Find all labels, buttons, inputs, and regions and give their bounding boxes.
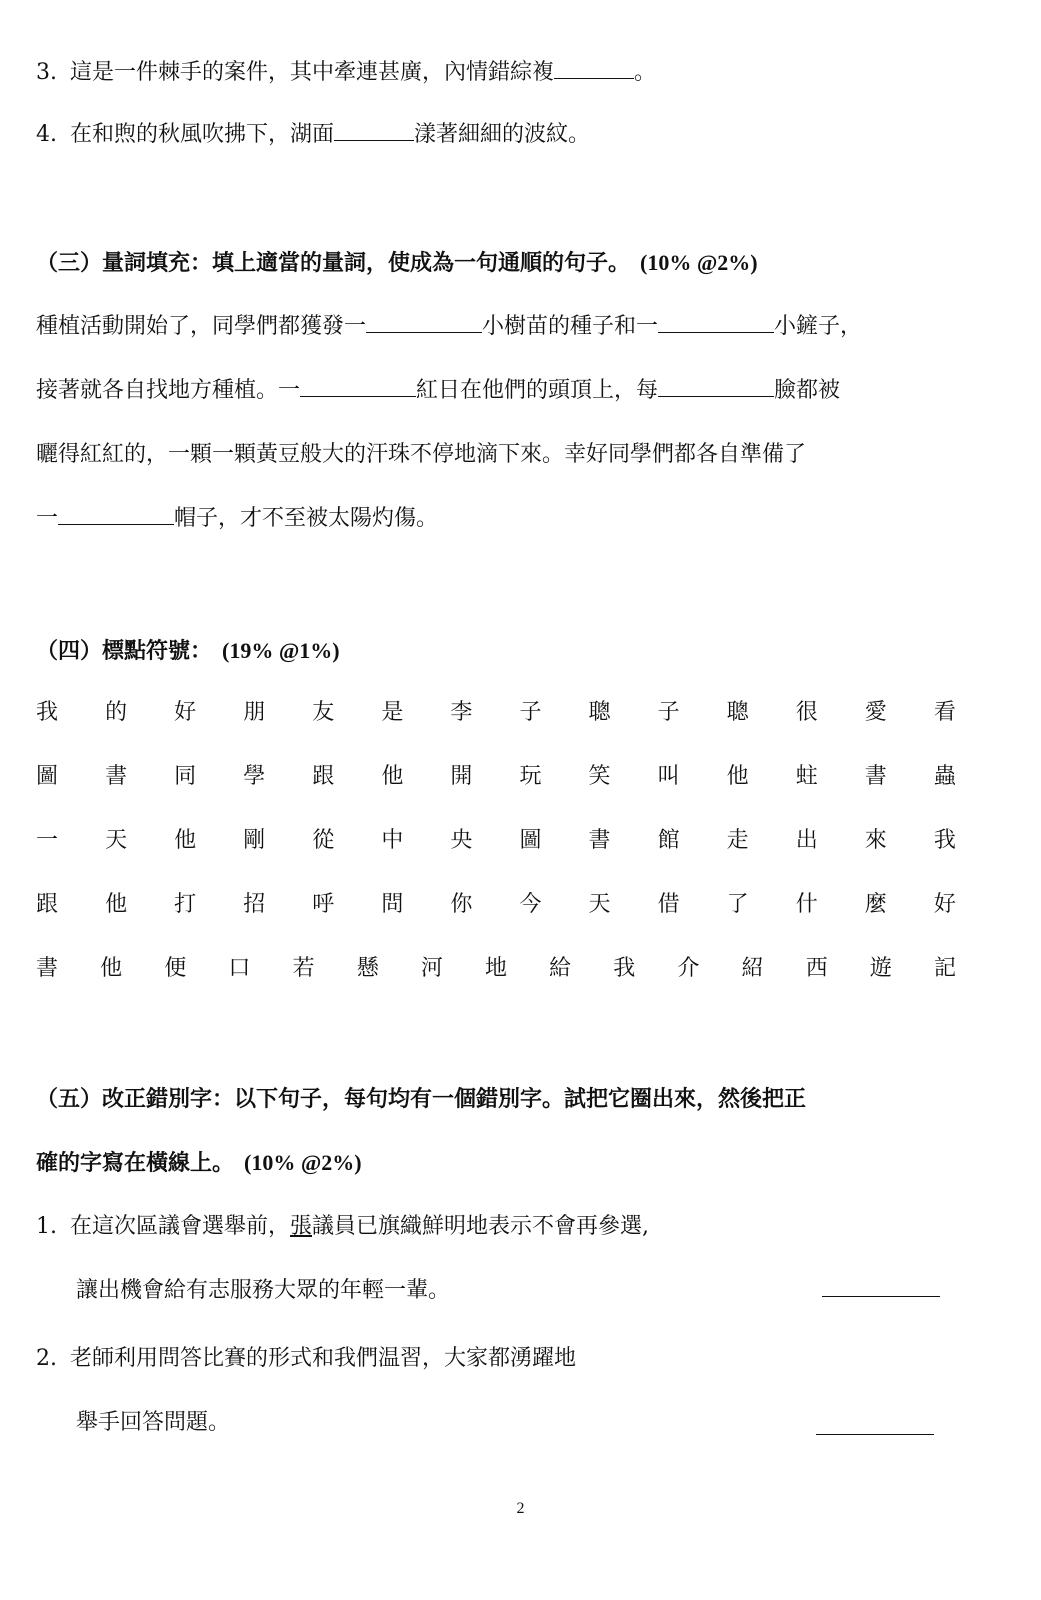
text: 曬得紅紅的，一顆一顆黃豆般大的汗珠不停地滴下來。幸好同學們都各自準備了 [36, 442, 807, 467]
grid-char: 很 [795, 700, 818, 725]
grid-char: 記 [933, 956, 956, 981]
grid-char: 出 [795, 828, 818, 853]
answer-blank[interactable] [58, 504, 174, 525]
page-number: 2 [516, 1500, 525, 1517]
answer-blank[interactable] [334, 120, 414, 141]
grid-row [36, 762, 956, 792]
section-title: （三）量詞填充：填上適當的量詞，使成為一句通順的句子。 [36, 250, 631, 276]
section-5-heading [36, 1084, 806, 1114]
grid-char: 我 [933, 828, 956, 853]
grid-char: 看 [933, 700, 956, 725]
grid-char: 懸 [356, 956, 379, 981]
text: 小鏟子， [774, 314, 863, 339]
text: 種植活動開始了，同學們都獲發一 [36, 314, 367, 339]
grid-char: 西 [805, 956, 828, 981]
section-title: （四）標點符號： [36, 638, 213, 664]
grid-char: 好 [933, 892, 956, 917]
grid-char: 的 [105, 700, 128, 725]
paragraph-line [36, 312, 862, 342]
grid-char: 介 [677, 956, 700, 981]
grid-char: 朋 [243, 700, 266, 725]
question-2 [36, 1344, 576, 1374]
answer-blank[interactable] [366, 312, 482, 333]
grid-char: 館 [657, 828, 680, 853]
grid-char: 蟲 [933, 764, 956, 789]
grid-char: 跟 [312, 764, 335, 789]
answer-line[interactable] [822, 1296, 940, 1297]
grid-char: 蛀 [795, 764, 818, 789]
section-score: (10% @2%) [244, 1150, 362, 1175]
text: 接著就各自找地方種植。一 [36, 378, 301, 403]
grid-char: 書 [864, 764, 887, 789]
grid-char: 書 [105, 764, 128, 789]
grid-char: 紹 [741, 956, 764, 981]
grid-char: 叫 [657, 764, 680, 789]
grid-char: 同 [174, 764, 197, 789]
underlined-name: 張 [290, 1214, 313, 1239]
answer-blank[interactable] [658, 312, 774, 333]
question-text: 在這次區議會選舉前， [70, 1214, 291, 1239]
section-score: (19% @1%) [222, 638, 340, 663]
section-score: (10% @2%) [640, 250, 758, 275]
grid-char: 什 [795, 892, 818, 917]
grid-char: 李 [450, 700, 473, 725]
section-3-heading [36, 248, 758, 278]
question-text: 舉手回答問題。 [76, 1410, 231, 1435]
text: 臉都被 [774, 378, 841, 403]
question-1 [36, 1212, 649, 1242]
paragraph-line [36, 440, 806, 470]
question-number: 2. [36, 1346, 57, 1371]
grid-char: 來 [864, 828, 887, 853]
grid-char: 你 [450, 892, 473, 917]
text: 小樹苗的種子和一 [482, 314, 659, 339]
question-3 [36, 58, 656, 88]
grid-char: 了 [726, 892, 749, 917]
grid-char: 我 [613, 956, 636, 981]
grid-char: 借 [657, 892, 680, 917]
grid-char: 他 [100, 956, 123, 981]
grid-row [36, 954, 956, 984]
question-text: 漾著細細的波紋。 [414, 122, 591, 147]
grid-row [36, 826, 956, 856]
grid-char: 他 [174, 828, 197, 853]
grid-char: 他 [381, 764, 404, 789]
question-2-cont [76, 1408, 230, 1438]
grid-char: 給 [549, 956, 572, 981]
grid-row [36, 890, 956, 920]
grid-char: 友 [312, 700, 335, 725]
question-text: 讓出機會給有志服務大眾的年輕一輩。 [76, 1278, 451, 1303]
answer-blank[interactable] [554, 58, 634, 79]
question-text: 議員已旗織鮮明地表示不會再參選, [312, 1214, 650, 1239]
grid-char: 我 [36, 700, 59, 725]
grid-char: 書 [588, 828, 611, 853]
question-number: 3. [36, 60, 57, 85]
grid-char: 圖 [36, 764, 59, 789]
grid-char: 若 [292, 956, 315, 981]
answer-blank[interactable] [300, 376, 416, 397]
punctuation-grid [36, 698, 956, 984]
grid-char: 口 [228, 956, 251, 981]
grid-char: 跟 [36, 892, 59, 917]
grid-char: 開 [450, 764, 473, 789]
grid-char: 剛 [243, 828, 266, 853]
grid-char: 他 [726, 764, 749, 789]
grid-char: 好 [174, 700, 197, 725]
text: 一 [36, 506, 59, 531]
grid-char: 中 [381, 828, 404, 853]
grid-char: 愛 [864, 700, 887, 725]
text: 紅日在他們的頭頂上，每 [416, 378, 659, 403]
grid-char: 河 [420, 956, 443, 981]
grid-char: 學 [243, 764, 266, 789]
paragraph-line [36, 376, 840, 406]
grid-row [36, 698, 956, 728]
question-4 [36, 120, 590, 150]
grid-char: 從 [312, 828, 335, 853]
grid-char: 麼 [864, 892, 887, 917]
section-5-heading-cont [36, 1148, 362, 1178]
question-text: 在和煦的秋風吹拂下，湖面 [70, 122, 335, 147]
paragraph-line [36, 504, 438, 534]
grid-char: 呼 [312, 892, 335, 917]
grid-char: 招 [243, 892, 266, 917]
question-text: 老師利用問答比賽的形式和我們温習，大家都湧躍地 [70, 1346, 577, 1371]
question-text: 這是一件棘手的案件，其中牽連甚廣，內情錯綜複 [70, 60, 555, 85]
grid-char: 他 [105, 892, 128, 917]
grid-char: 今 [519, 892, 542, 917]
grid-char: 聰 [726, 700, 749, 725]
grid-char: 問 [381, 892, 404, 917]
grid-char: 一 [36, 828, 59, 853]
text: 帽子，才不至被太陽灼傷。 [174, 506, 439, 531]
grid-char: 子 [657, 700, 680, 725]
answer-line[interactable] [816, 1434, 934, 1435]
question-1-cont [76, 1276, 450, 1306]
grid-char: 天 [588, 892, 611, 917]
question-number: 4. [36, 122, 57, 147]
answer-blank[interactable] [658, 376, 774, 397]
grid-char: 打 [174, 892, 197, 917]
grid-char: 便 [164, 956, 187, 981]
grid-char: 聰 [588, 700, 611, 725]
section-title: （五）改正錯別字：以下句子，每句均有一個錯別字。試把它圈出來，然後把正 [36, 1086, 807, 1112]
grid-char: 天 [105, 828, 128, 853]
grid-char: 圖 [519, 828, 542, 853]
grid-char: 子 [519, 700, 542, 725]
question-text: 。 [634, 60, 657, 85]
section-title: 確的字寫在橫線上。 [36, 1150, 235, 1176]
grid-char: 走 [726, 828, 749, 853]
grid-char: 笑 [588, 764, 611, 789]
grid-char: 玩 [519, 764, 542, 789]
grid-char: 地 [484, 956, 507, 981]
question-number: 1. [36, 1214, 57, 1239]
grid-char: 遊 [869, 956, 892, 981]
section-4-heading [36, 636, 340, 666]
grid-char: 央 [450, 828, 473, 853]
grid-char: 書 [36, 956, 59, 981]
grid-char: 是 [381, 700, 404, 725]
